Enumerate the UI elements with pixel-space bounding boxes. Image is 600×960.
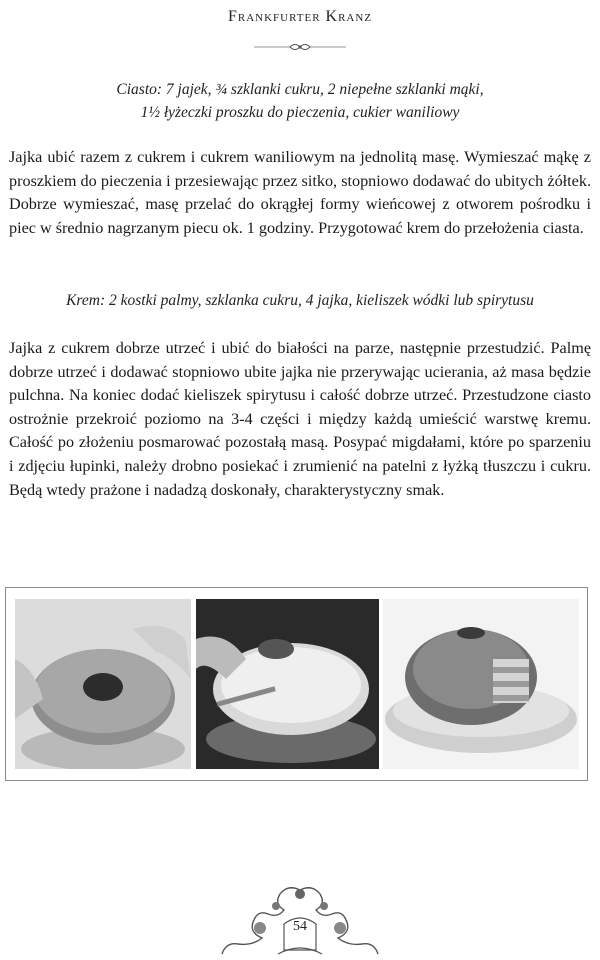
cream-instructions: Jajka z cukrem dobrze utrzeć i ubić do białości na parze, następnie przestudzić. Palmę dobrze utrzeć i dodawać stopniowo ubite jajka nie przerywając ucierania, aż masa będzie pulchna. Na koniec dodać kieliszek spirytusu i całość dobrze utrzeć. Przestudzone ciasto ostrożnie przekroić poziomo na 3-4 części i między każdą umieścić warstwę kremu. Całość po złożeniu posmarować pozostałą masą. Posypać migdałami, które po sparzeniu i zdjęciu łupinki, należy drobno posiekać i zrumienić na patelni z łyżką tłuszczu i cukru. Będą wtedy prażone i nadadzą doskonały, charakterystyczny smak.: [9, 339, 591, 499]
cream-ingredients: [30, 289, 570, 312]
page-title: Frankfurter Kranz: [227, 8, 373, 25]
dough-instructions: Jajka ubić razem z cukrem i cukrem waniliowym na jednolitą masę. Wymieszać mąkę z proszkiem do pieczenia i przesiewając przez sitko, stopniowo dodawać do ubitych żółtek. Dobrze wymieszać, masę przelać do okrągłej formy wieńcowej z otworem pośrodku i piec w średnio nagrzanym piecu ok. 1 godziny. Przygotować krem do przełożenia ciasta.: [9, 148, 591, 237]
photo-finished-cake: [383, 599, 579, 769]
ingredients-line: 1½ łyżeczki proszku do pieczenia, cukier waniliowy: [140, 104, 460, 121]
photo-cream-layer: [196, 599, 379, 769]
page-number: 54: [293, 919, 307, 934]
photo-strip: [5, 587, 588, 781]
ingredients-line: Krem: 2 kostki palmy, szklanka cukru, 4 jajka, kieliszek wódki lub spirytusu: [66, 292, 534, 309]
photo-cut-cake: [15, 599, 191, 769]
dough-ingredients: [30, 78, 570, 124]
divider-ornament-icon: [250, 40, 350, 54]
ingredients-line: Ciasto: 7 jajek, ¾ szklanki cukru, 2 niepełne szklanki mąki,: [116, 81, 484, 98]
